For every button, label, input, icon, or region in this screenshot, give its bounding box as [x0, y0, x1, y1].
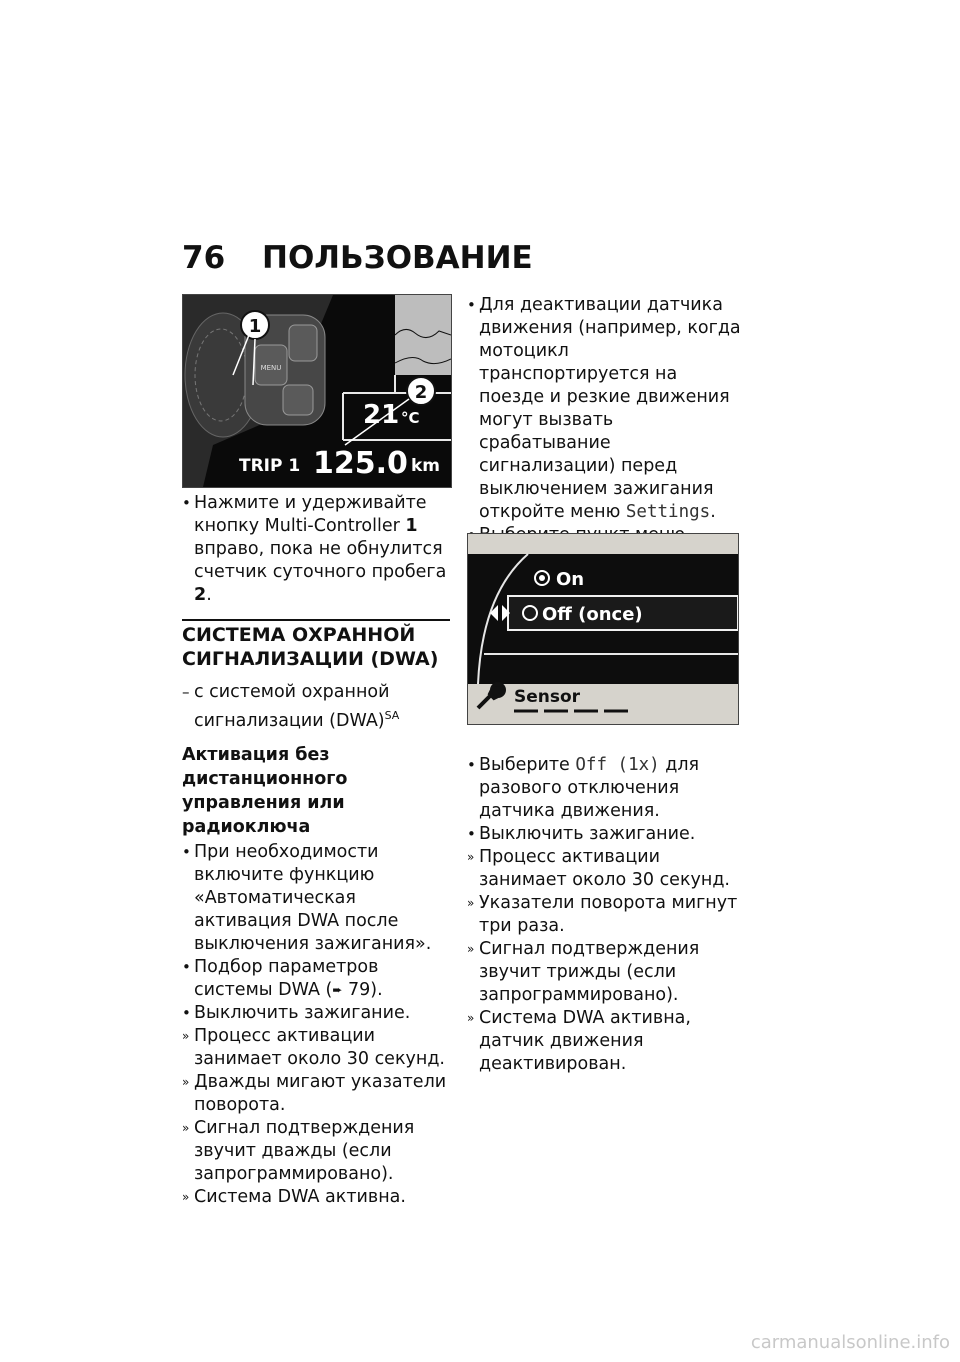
temperature-value: 21 [363, 400, 400, 430]
section-title: СИСТЕМА ОХРАННОЙ СИГНАЛИЗАЦИИ (DWA) [182, 619, 450, 671]
subsection-title: Активация без дистанционного управления или радиоключа [182, 744, 348, 837]
sensor-menu-figure [467, 533, 739, 725]
right-step-1 [467, 294, 741, 524]
right-result-3-text: Сигнал подтверждения звучит трижды (если запрограммировано). [479, 939, 700, 1005]
right-step-1-text: Для деактивации датчика движения (например, когда мотоцикл транспортируется на поезде и резкие движения могут вызвать срабатывание сигнализации) перед выключением зажигания откройте меню [479, 295, 741, 522]
intro-text-1: Нажмите и удерживайте кнопку Multi-Controller [194, 493, 427, 536]
result-icon: » [182, 1120, 190, 1135]
trip-value: 125.0 [313, 446, 408, 481]
left-step-1-text: При необходимости включите функцию «Автоматическая активация DWA после выключения зажигания». [194, 841, 432, 954]
right-column-bottom [467, 754, 741, 1076]
right-result-1 [467, 846, 741, 892]
right-result-4 [467, 1007, 741, 1076]
settings-menu-code: Settings [625, 502, 711, 522]
callout-1: 1 [248, 316, 262, 337]
intro-step [182, 492, 450, 607]
left-step-1 [182, 841, 450, 956]
bullet-icon: • [467, 756, 476, 774]
bullet-icon: • [182, 494, 191, 512]
off-once-code: Off (1x) [575, 755, 660, 775]
right-column-top [467, 294, 741, 570]
page-title: ПОЛЬЗОВАНИЕ [262, 240, 533, 276]
handlebar-dashboard-figure [182, 294, 452, 488]
page-ref-arrow-icon: ➨ [332, 982, 343, 997]
right-step-3-text: Выберите [479, 755, 576, 775]
bullet-icon: • [182, 842, 191, 861]
equipment-note [182, 681, 450, 733]
equipment-text: с системой охранной сигнализации (DWA) [194, 682, 390, 731]
bullet-icon: • [182, 1003, 191, 1022]
left-result-4 [182, 1186, 450, 1209]
option-on: On [556, 569, 585, 590]
sensor-menu-label: Sensor [514, 687, 581, 707]
right-result-2-text: Указатели поворота мигнут три раза. [479, 893, 738, 936]
left-result-2-text: Дважды мигают указатели поворота. [194, 1071, 447, 1115]
result-icon: » [467, 942, 475, 956]
page-header [182, 240, 742, 280]
intro-text-3: . [206, 585, 212, 605]
right-step-4 [467, 823, 741, 846]
intro-ref-2: 2 [194, 585, 207, 605]
right-step-4-text: Выключить зажигание. [479, 824, 696, 844]
bullet-icon: • [182, 957, 191, 976]
left-result-1 [182, 1025, 450, 1071]
bullet-icon: • [467, 825, 476, 843]
menu-button-label: MENU [260, 364, 282, 372]
result-icon: » [467, 1011, 475, 1025]
equipment-sup: SA [384, 709, 400, 722]
left-result-2 [182, 1071, 450, 1117]
callout-2: 2 [414, 382, 428, 403]
result-icon: » [467, 896, 475, 910]
left-result-3-text: Сигнал подтверждения звучит дважды (если запрограммировано). [194, 1117, 415, 1184]
result-icon: » [182, 1028, 190, 1043]
result-icon: » [182, 1074, 190, 1089]
bullet-icon: • [467, 296, 476, 314]
page-number: 76 [182, 240, 226, 276]
watermark: carmanualsonline.info [750, 1332, 950, 1353]
left-step-2-text: Подбор параметров системы DWA ( [194, 956, 379, 1000]
trip-unit: km [411, 456, 441, 476]
right-result-4-text: Система DWA активна, датчик движения деактивирован. [479, 1008, 691, 1074]
left-result-3 [182, 1117, 450, 1186]
right-step-3-end: для разового отключения датчика движения. [479, 755, 700, 821]
temperature-unit: °C [401, 409, 420, 427]
sensor-screen-illustration [468, 534, 738, 724]
trip-label: TRIP 1 [239, 456, 301, 476]
option-off-once: Off (once) [542, 604, 643, 625]
left-step-2 [182, 956, 450, 1002]
intro-ref-1: 1 [405, 516, 418, 536]
result-icon: » [467, 850, 475, 864]
left-column [182, 492, 450, 1209]
intro-text-2: вправо, пока не обнулится счетчик суточного пробега [194, 539, 447, 582]
right-result-2 [467, 892, 741, 938]
left-step-2-end: ). [370, 979, 383, 1000]
left-step-3-text: Выключить зажигание. [194, 1002, 411, 1023]
right-step-3 [467, 754, 741, 823]
right-result-1-text: Процесс активации занимает около 30 секунд. [479, 847, 730, 890]
dash-icon: – [182, 683, 190, 701]
result-icon: » [182, 1189, 190, 1204]
right-step-1-end: . [710, 502, 716, 522]
left-result-1-text: Процесс активации занимает около 30 секунд. [194, 1025, 445, 1069]
left-result-4-text: Система DWA активна. [194, 1186, 406, 1207]
handlebar-illustration [183, 295, 451, 487]
left-step-3 [182, 1002, 450, 1025]
page-ref-link[interactable]: 79 [347, 979, 371, 1000]
right-result-3 [467, 938, 741, 1007]
